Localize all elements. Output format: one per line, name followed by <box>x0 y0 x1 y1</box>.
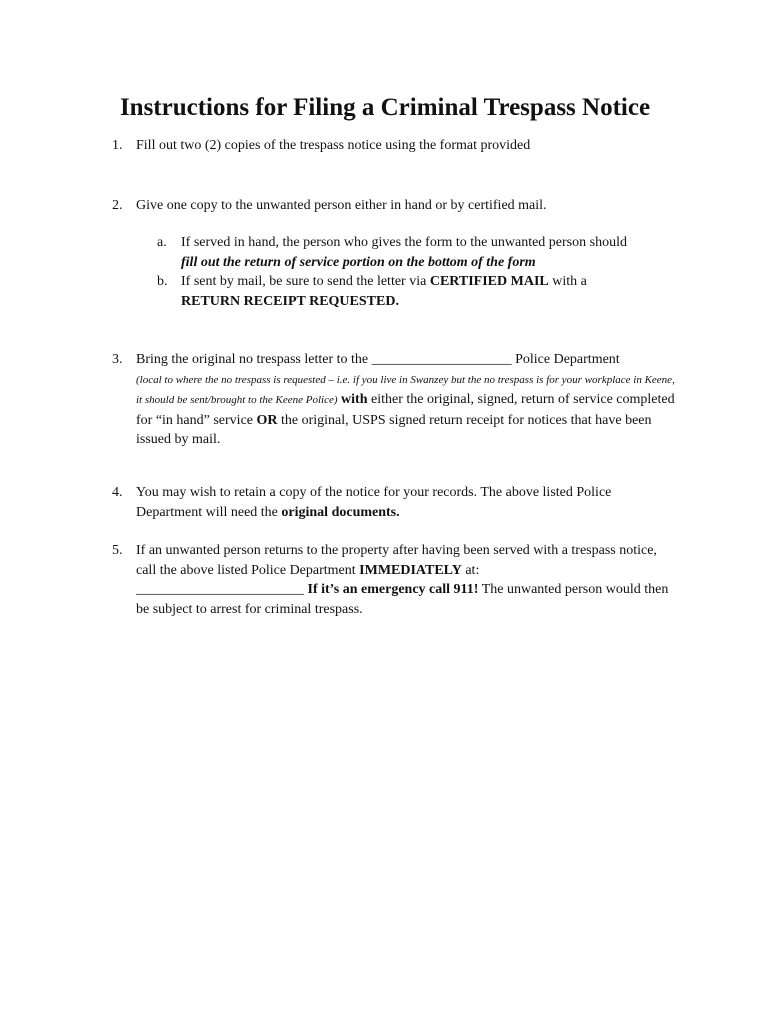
item-text-part: either the original, signed, return of service completed for “in hand” service <box>136 392 675 428</box>
list-item-4 <box>112 483 672 522</box>
return-receipt-emphasis: RETURN RECEIPT REQUESTED. <box>181 293 399 309</box>
sub-item-text <box>181 272 677 311</box>
emergency-emphasis: If it’s an emergency call 911! <box>304 582 479 597</box>
sub-item-emphasis: fill out the return of service portion on the bottom of the form <box>181 254 536 270</box>
item-note: (local to where the no trespass is requested – i.e. if you live in Swanzey but the no trespass is for your workplace in Keene, it should be sent/brought to the Keene Police) <box>136 373 675 406</box>
item-number: 5. <box>112 543 123 558</box>
item-text-part: at: <box>461 562 480 578</box>
original-documents-emphasis: original documents. <box>281 504 400 520</box>
item-text-part: The unwanted person would then be subject to arrest for criminal trespass. <box>136 582 669 617</box>
list-item-3 <box>112 350 682 450</box>
item-number: 2. <box>112 198 123 213</box>
list-item-1 <box>112 136 672 156</box>
item-text <box>136 350 682 450</box>
sub-item-text-part: If sent by mail, be sure to send the letter via <box>181 274 430 289</box>
item-text <box>136 483 672 522</box>
sub-item-letter: a. <box>157 235 167 250</box>
immediately-emphasis: IMMEDIATELY <box>359 562 462 578</box>
or-emphasis: OR <box>256 412 278 428</box>
with-emphasis: with <box>337 392 368 407</box>
item-text: Fill out two (2) copies of the trespass notice using the format provided <box>136 138 531 153</box>
item-text-part: Bring the original no trespass letter to the ____________________ Police Department <box>136 352 620 367</box>
item-text: Give one copy to the unwanted person either in hand or by certified mail. <box>136 198 547 213</box>
phone-blank: ________________________ <box>136 582 304 597</box>
sub-item-text-part: If served in hand, the person who gives the form to the unwanted person should <box>181 235 627 250</box>
sub-item-text <box>181 233 677 272</box>
item-text-part: If an unwanted person returns to the property after having been served with a trespass notice, call the above listed Police Department <box>136 543 657 578</box>
item-number: 3. <box>112 352 123 367</box>
certified-mail-emphasis: CERTIFIED MAIL <box>429 274 549 289</box>
item-number: 4. <box>112 485 123 500</box>
item-text <box>136 541 672 619</box>
sub-item-b <box>157 272 677 311</box>
list-item-5 <box>112 541 672 619</box>
document-title: Instructions for Filing a Criminal Trespass Notice <box>119 94 651 121</box>
sub-item-a <box>157 233 677 272</box>
sub-item-letter: b. <box>157 274 168 289</box>
sub-item-text-part: with a <box>548 274 587 289</box>
item-text-part: You may wish to retain a copy of the notice for your records. The above listed Police Department will need the <box>136 485 612 520</box>
list-item-2 <box>112 196 672 216</box>
item-number: 1. <box>112 138 123 153</box>
item-text-part: the original, USPS signed return receipt for notices that have been issued by mail. <box>136 412 652 447</box>
